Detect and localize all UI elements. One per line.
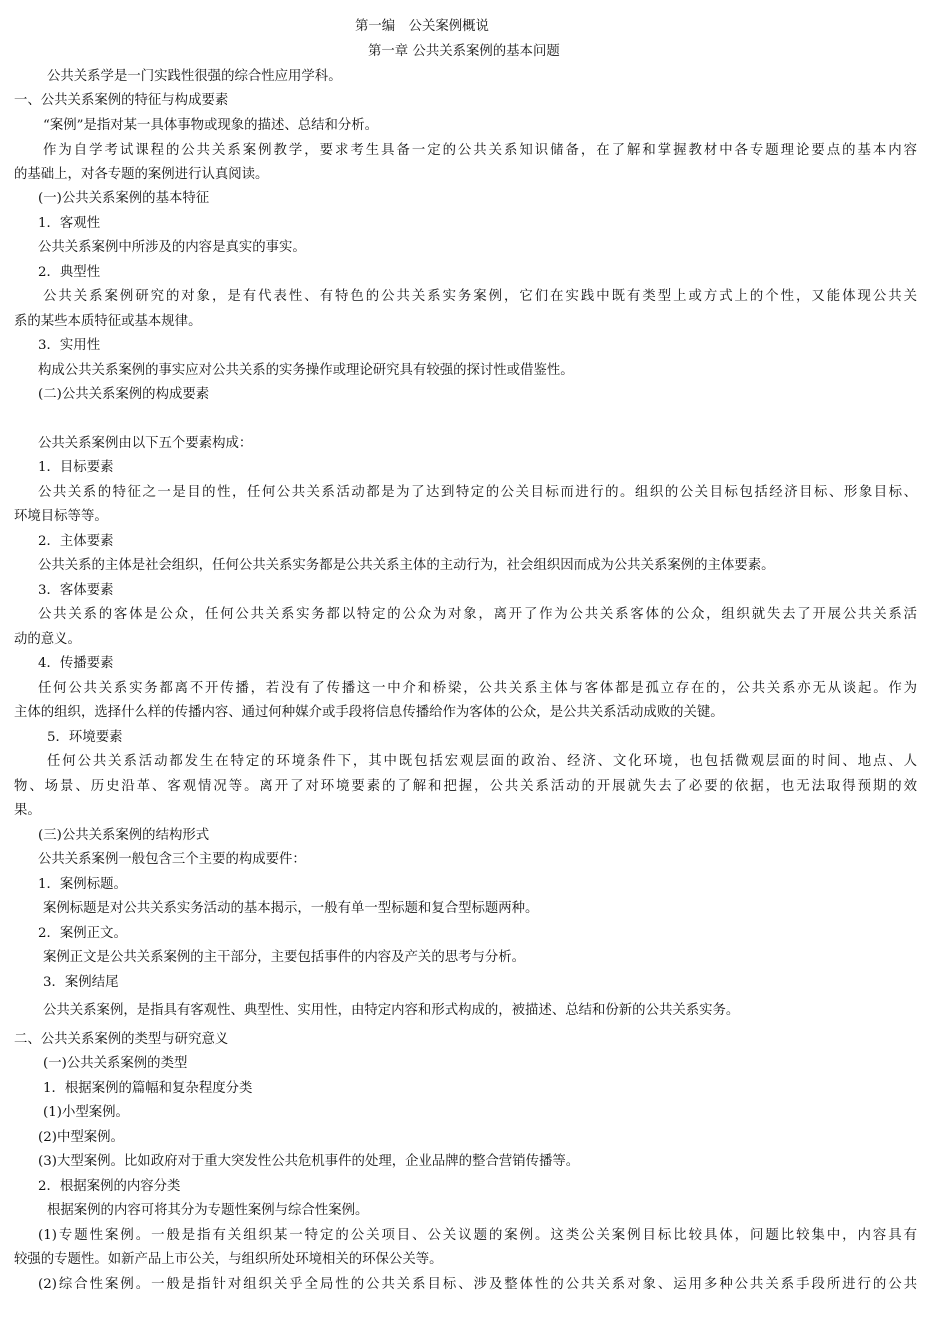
paragraph-line: 案例正文是公共关系案例的主干部分，主要包括事件的内容及产关的思考与分析。 — [43, 950, 526, 965]
paragraph-line: 作为自学考试课程的公共关系案例教学，要求考生具备一定的公共关系知识储备，在了解和掌握教材中各专题理论要点的基本内容 — [43, 143, 917, 158]
subsection-heading: (二)公共关系案例的构成要素 — [38, 387, 210, 402]
paragraph-line: 公共关系案例，是指具有客观性、典型性、实用性，由特定内容和形式构成的，被描述、总结和份新的公共关系实务。 — [43, 1003, 740, 1018]
section-heading-2: 二、公共关系案例的类型与研究意义 — [14, 1032, 229, 1047]
intro-paragraph: 公共关系学是一门实践性很强的综合性应用学科。 — [47, 69, 342, 84]
paragraph-line: 动的意义。 — [14, 632, 81, 647]
item-heading: 5．环境要素 — [47, 730, 123, 745]
paragraph-line: 构成公共关系案例的事实应对公共关系的实务操作或理论研究具有较强的探讨性或借鉴性。 — [38, 363, 574, 378]
paragraph-line: 果。 — [14, 803, 41, 818]
paragraph-line: 公共关系的客体是公众，任何公共关系实务都以特定的公众为对象，离开了作为公共关系客体的公众，组织就失去了开展公共关系活 — [38, 607, 917, 622]
item-heading: 1．客观性 — [38, 216, 101, 231]
item-heading: 3．案例结尾 — [43, 975, 119, 990]
item-heading: 1．目标要素 — [38, 460, 114, 475]
paragraph-line: 物、场景、历史沿革、客观情况等。离开了对环境要素的了解和把握，公共关系活动的开展就失去了必要的依据，也无法取得预期的效 — [14, 779, 917, 794]
subsection-heading: (一)公共关系案例的基本特征 — [38, 191, 210, 206]
paragraph-line: 任何公共关系实务都离不开传播，若没有了传播这一中介和桥梁，公共关系主体与客体都是孤立存在的，公共关系亦无从谈起。作为 — [38, 681, 917, 696]
item-heading: 1．根据案例的篇幅和复杂程度分类 — [43, 1081, 253, 1096]
paragraph-line: 公共关系案例中所涉及的内容是真实的事实。 — [38, 240, 306, 255]
paragraph-line: 案例标题是对公共关系实务活动的基本揭示，一般有单一型标题和复合型标题两种。 — [43, 901, 539, 916]
part-title: 第一编 公关案例概说 — [355, 19, 489, 34]
paragraph-line: “案例”是指对某一具体事物或现象的描述、总结和分析。 — [43, 118, 379, 133]
paragraph-line: 公共关系的主体是社会组织，任何公共关系实务都是公共关系主体的主动行为，社会组织因而成为公共关系案例的主体要素。 — [38, 558, 775, 573]
paragraph-line: (2)综合性案例。一般是指针对组织关乎全局性的公共关系目标、涉及整体性的公共关系对象、运用多种公共关系手段所进行的公共 — [38, 1277, 917, 1292]
paragraph-line: 较强的专题性。如新产品上市公关，与组织所处环境相关的环保公关等。 — [14, 1252, 443, 1267]
paragraph-line: 系的某些本质特征或基本规律。 — [14, 314, 202, 329]
subsection-heading: (三)公共关系案例的结构形式 — [38, 828, 210, 843]
item-heading: 3．实用性 — [38, 338, 101, 353]
paragraph-line: 的基础上，对各专题的案例进行认真阅读。 — [14, 167, 269, 182]
item-heading: 2．主体要素 — [38, 534, 114, 549]
paragraph-line: 公共关系案例由以下五个要素构成： — [38, 436, 253, 451]
section-heading-1: 一、公共关系案例的特征与构成要素 — [14, 93, 229, 108]
paragraph-line: 公共关系的特征之一是目的性，任何公共关系活动都是为了达到特定的公关目标而进行的。组织的公关目标包括经济目标、形象目标、 — [38, 485, 917, 500]
item-heading: 2．根据案例的内容分类 — [38, 1179, 181, 1194]
paragraph-line: 公共关系案例一般包含三个主要的构成要件： — [38, 852, 306, 867]
paragraph-line: 环境目标等等。 — [14, 509, 108, 524]
paragraph-line: 任何公共关系活动都发生在特定的环境条件下，其中既包括宏观层面的政治、经济、文化环境，也包括微观层面的时间、地点、人 — [47, 754, 917, 769]
list-item: (3)大型案例。比如政府对于重大突发性公共危机事件的处理，企业品牌的整合营销传播等。 — [38, 1154, 580, 1169]
list-item: (1)小型案例。 — [43, 1105, 129, 1120]
subsection-heading: (一)公共关系案例的类型 — [43, 1056, 188, 1071]
item-heading: 4．传播要素 — [38, 656, 114, 671]
chapter-title: 第一章 公共关系案例的基本问题 — [368, 44, 560, 59]
item-heading: 2．案例正文。 — [38, 926, 127, 941]
paragraph-line: 公共关系案例研究的对象，是有代表性、有特色的公共关系实务案例，它们在实践中既有类型上或方式上的个性，又能体现公共关 — [43, 289, 917, 304]
item-heading: 3．客体要素 — [38, 583, 114, 598]
item-heading: 1．案例标题。 — [38, 877, 127, 892]
paragraph-line: (1)专题性案例。一般是指有关组织某一特定的公关项目、公关议题的案例。这类公关案例目标比较具体，问题比较集中，内容具有 — [38, 1228, 917, 1243]
item-heading: 2．典型性 — [38, 265, 101, 280]
paragraph-line: 主体的组织，选择什么样的传播内容、通过何种媒介或手段将信息传播给作为客体的公众，是公共关系活动成败的关键。 — [14, 705, 724, 720]
paragraph-line: 根据案例的内容可将其分为专题性案例与综合性案例。 — [47, 1203, 369, 1218]
list-item: (2)中型案例。 — [38, 1130, 124, 1145]
